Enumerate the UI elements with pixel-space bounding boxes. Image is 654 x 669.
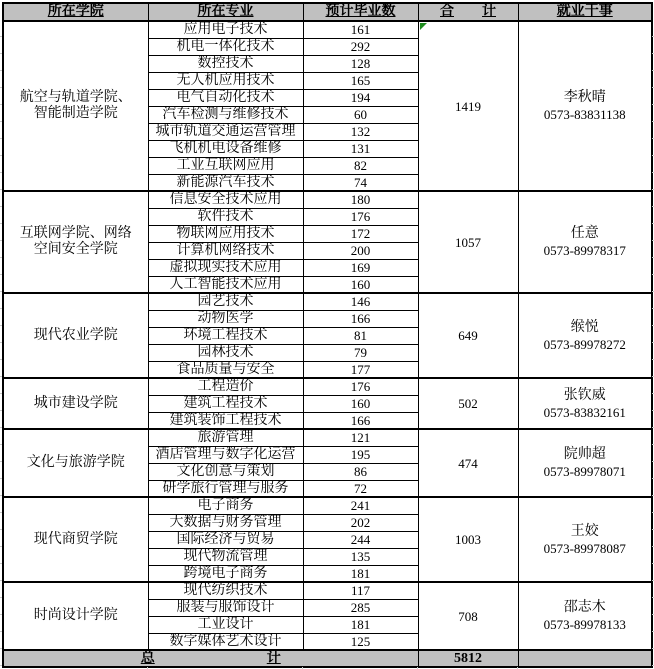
major-cell[interactable]: 电气自动化技术 — [148, 89, 303, 106]
officer-name: 任意 — [570, 226, 599, 241]
major-cell[interactable]: 新能源汽车技术 — [148, 174, 303, 191]
section-total-cell[interactable] — [418, 378, 518, 429]
major-cell[interactable]: 酒店管理与数字化运营 — [148, 446, 303, 463]
graduate-count-cell[interactable]: 285 — [303, 599, 418, 616]
college-name-line: 现代商贸学院 — [33, 531, 118, 547]
major-row — [3, 191, 652, 208]
college-cell[interactable] — [3, 582, 148, 650]
header-row — [3, 3, 652, 21]
major-cell[interactable]: 应用电子技术 — [148, 21, 303, 38]
college-cell[interactable] — [3, 191, 148, 293]
officer-phone: 0573-89978272 — [543, 336, 626, 352]
officer-name: 缑悦 — [570, 319, 599, 335]
graduate-count-cell[interactable]: 131 — [303, 140, 418, 157]
major-cell[interactable]: 旅游管理 — [148, 429, 303, 446]
excel-error-indicator-icon — [420, 23, 427, 30]
officer-phone: 0573-89978087 — [543, 540, 626, 556]
college-cell[interactable] — [3, 378, 148, 429]
graduate-count-cell[interactable]: 172 — [303, 225, 418, 242]
officer-name: 李秋晴 — [563, 90, 606, 105]
graduate-count-cell[interactable]: 181 — [303, 616, 418, 633]
header-cell-count[interactable] — [303, 3, 418, 21]
header-officer-label: 就业干事 — [556, 4, 613, 19]
graduate-count-cell[interactable]: 121 — [303, 429, 418, 446]
header-major-label: 所在专业 — [197, 4, 254, 19]
major-cell[interactable]: 软件技术 — [148, 208, 303, 225]
major-row — [3, 293, 652, 310]
graduate-count-cell[interactable]: 244 — [303, 531, 418, 548]
grand-total-empty-cell[interactable] — [518, 650, 652, 667]
section-total-value: 649 — [458, 328, 478, 343]
header-count-label: 预计毕业数 — [325, 4, 396, 19]
officer-cell[interactable] — [518, 293, 652, 378]
major-cell[interactable]: 园艺技术 — [148, 293, 303, 310]
graduate-count-cell[interactable]: 194 — [303, 89, 418, 106]
officer-name: 院帅超 — [563, 447, 606, 462]
major-cell[interactable]: 跨境电子商务 — [148, 565, 303, 582]
section-total-cell[interactable] — [418, 497, 518, 582]
officer-phone: 0573-83832161 — [543, 404, 626, 420]
section-total-value: 708 — [458, 608, 478, 624]
major-row — [3, 497, 652, 514]
major-cell[interactable]: 建筑工程技术 — [148, 395, 303, 412]
graduate-count-cell[interactable]: 165 — [303, 72, 418, 89]
major-cell[interactable]: 汽车检测与维修技术 — [148, 106, 303, 123]
section-total-cell[interactable] — [418, 191, 518, 293]
section-total-cell[interactable] — [418, 582, 518, 650]
header-college-label: 所在学院 — [47, 4, 104, 19]
major-row — [3, 582, 652, 599]
officer-cell[interactable] — [518, 429, 652, 497]
grand-total-label-2: 计 — [266, 651, 281, 666]
major-cell[interactable]: 计算机网络技术 — [148, 242, 303, 259]
graduate-count-cell[interactable]: 160 — [303, 276, 418, 293]
major-row — [3, 21, 652, 38]
section-total-value: 1057 — [455, 234, 481, 250]
graduate-count-cell[interactable]: 166 — [303, 412, 418, 429]
grand-total-label-cell[interactable] — [3, 650, 418, 667]
major-cell[interactable]: 无人机应用技术 — [148, 72, 303, 89]
graduate-count-cell[interactable]: 81 — [303, 327, 418, 344]
graduate-count-cell[interactable]: 82 — [303, 157, 418, 174]
college-name-line: 空间安全学院 — [33, 242, 118, 257]
officer-cell[interactable] — [518, 582, 652, 650]
major-cell[interactable]: 工业互联网应用 — [148, 157, 303, 174]
graduate-count-cell[interactable]: 125 — [303, 633, 418, 650]
graduate-count-cell[interactable]: 292 — [303, 38, 418, 55]
major-cell[interactable]: 工程造价 — [148, 378, 303, 395]
major-cell[interactable]: 服装与服饰设计 — [148, 599, 303, 616]
header-cell-major[interactable] — [148, 3, 303, 21]
section-total-value: 502 — [458, 396, 478, 411]
major-cell[interactable]: 物联网应用技术 — [148, 225, 303, 242]
grand-total-row — [3, 650, 652, 667]
major-cell[interactable]: 国际经济与贸易 — [148, 531, 303, 548]
major-cell[interactable]: 城市轨道交通运营管理 — [148, 123, 303, 140]
graduate-count-cell[interactable]: 180 — [303, 191, 418, 208]
college-cell[interactable] — [3, 293, 148, 378]
header-cell-officer[interactable] — [518, 3, 652, 21]
graduate-count-cell[interactable]: 86 — [303, 463, 418, 480]
graduate-count-cell[interactable]: 176 — [303, 378, 418, 395]
major-cell[interactable]: 虚拟现实技术应用 — [148, 259, 303, 276]
major-row — [3, 429, 652, 446]
graduate-count-cell[interactable]: 128 — [303, 55, 418, 72]
college-name-line: 现代农业学院 — [33, 327, 118, 343]
major-cell[interactable]: 数控技术 — [148, 55, 303, 72]
major-cell[interactable]: 园林技术 — [148, 344, 303, 361]
officer-phone: 0573-89978133 — [543, 617, 626, 632]
graduate-count-cell[interactable]: 177 — [303, 361, 418, 378]
major-cell[interactable]: 大数据与财务管理 — [148, 514, 303, 531]
major-cell[interactable]: 电子商务 — [148, 497, 303, 514]
header-cell-total[interactable] — [418, 3, 518, 21]
graduate-count-cell[interactable]: 132 — [303, 123, 418, 140]
graduate-count-cell[interactable]: 160 — [303, 395, 418, 412]
officer-cell[interactable] — [518, 497, 652, 582]
section-total-cell[interactable] — [418, 293, 518, 378]
college-name-line: 航空与轨道学院、 — [19, 90, 132, 105]
college-name-line: 文化与旅游学院 — [26, 455, 125, 470]
header-total-label-1: 合 — [440, 4, 454, 19]
major-cell[interactable]: 研学旅行管理与服务 — [148, 480, 303, 497]
major-cell[interactable]: 工业设计 — [148, 616, 303, 633]
major-cell[interactable]: 动物医学 — [148, 310, 303, 327]
major-cell[interactable]: 建筑装饰工程技术 — [148, 412, 303, 429]
major-cell[interactable]: 飞机机电设备维修 — [148, 140, 303, 157]
major-cell[interactable]: 文化创意与策划 — [148, 463, 303, 480]
college-cell[interactable] — [3, 429, 148, 497]
section-total-value: 474 — [458, 455, 478, 471]
spreadsheet-sheet — [2, 2, 653, 668]
graduate-count-cell[interactable]: 161 — [303, 21, 418, 38]
major-cell[interactable]: 环境工程技术 — [148, 327, 303, 344]
section-total-cell[interactable] — [418, 429, 518, 497]
major-row — [3, 378, 652, 395]
header-total-label-2: 计 — [482, 4, 496, 19]
section-total-cell[interactable] — [418, 21, 518, 191]
graduate-count-cell[interactable]: 117 — [303, 582, 418, 599]
college-cell[interactable] — [3, 497, 148, 582]
grand-total-value-cell[interactable]: 5812 — [418, 650, 518, 667]
graduate-count-cell[interactable]: 176 — [303, 208, 418, 225]
section-total-value: 1419 — [455, 98, 481, 114]
major-cell[interactable]: 机电一体化技术 — [148, 38, 303, 55]
graduate-count-cell[interactable]: 79 — [303, 344, 418, 361]
officer-name: 王姣 — [570, 523, 599, 539]
graduate-count-cell[interactable]: 60 — [303, 106, 418, 123]
officer-cell[interactable] — [518, 378, 652, 429]
major-cell[interactable]: 现代纺织技术 — [148, 582, 303, 599]
graduate-count-cell[interactable]: 181 — [303, 565, 418, 582]
officer-phone: 0573-83831138 — [543, 107, 626, 122]
header-cell-college[interactable] — [3, 3, 148, 21]
graduate-count-cell[interactable]: 74 — [303, 174, 418, 191]
officer-cell[interactable] — [518, 21, 652, 191]
officer-name: 邵志木 — [563, 600, 606, 615]
major-cell[interactable]: 数字媒体艺术设计 — [148, 633, 303, 650]
college-name-line: 城市建设学院 — [33, 395, 118, 411]
graduate-count-cell[interactable]: 241 — [303, 497, 418, 514]
officer-phone: 0573-89978317 — [543, 243, 626, 258]
graduate-count-cell[interactable]: 72 — [303, 480, 418, 497]
college-name-line: 智能制造学院 — [33, 106, 118, 121]
officer-phone: 0573-89978071 — [543, 464, 626, 479]
graduate-count-cell[interactable]: 202 — [303, 514, 418, 531]
major-cell[interactable]: 现代物流管理 — [148, 548, 303, 565]
officer-cell[interactable] — [518, 191, 652, 293]
college-name-line: 互联网学院、网络 — [19, 226, 132, 241]
college-name-line: 时尚设计学院 — [33, 608, 118, 623]
grand-total-label-1: 总 — [140, 651, 155, 666]
major-cell[interactable]: 人工智能技术应用 — [148, 276, 303, 293]
graduates-table — [2, 2, 653, 668]
graduate-count-cell[interactable]: 195 — [303, 446, 418, 463]
major-cell[interactable]: 信息安全技术应用 — [148, 191, 303, 208]
graduate-count-cell[interactable]: 166 — [303, 310, 418, 327]
graduate-count-cell[interactable]: 200 — [303, 242, 418, 259]
officer-name: 张钦威 — [563, 387, 606, 403]
major-cell[interactable]: 食品质量与安全 — [148, 361, 303, 378]
section-total-value: 1003 — [455, 532, 481, 547]
graduate-count-cell[interactable]: 146 — [303, 293, 418, 310]
college-cell[interactable] — [3, 21, 148, 191]
graduate-count-cell[interactable]: 135 — [303, 548, 418, 565]
graduate-count-cell[interactable]: 169 — [303, 259, 418, 276]
